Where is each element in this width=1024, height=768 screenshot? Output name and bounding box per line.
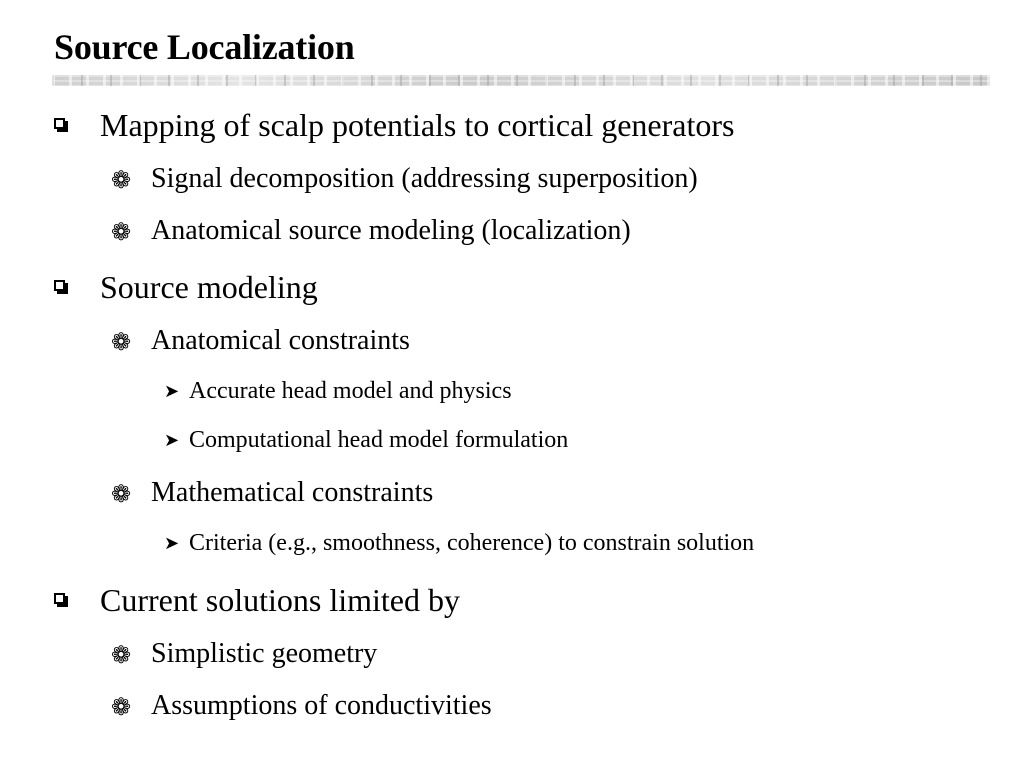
bullet-text: Simplistic geometry xyxy=(151,638,378,669)
bullet-text: Mathematical constraints xyxy=(151,477,434,508)
bullet-item xyxy=(111,163,698,195)
hollow-square-bullet-icon xyxy=(54,280,65,291)
hollow-circle-bullet-icon: ❁ xyxy=(111,643,132,669)
bullet-item xyxy=(164,427,569,454)
bullet-item xyxy=(100,269,318,306)
hollow-circle-bullet-icon: ❁ xyxy=(111,168,132,194)
hollow-circle-bullet-icon: ❁ xyxy=(111,482,132,508)
bullet-item xyxy=(164,530,755,557)
slide-title: Source Localization xyxy=(54,27,355,67)
bullet-text: Accurate head model and physics xyxy=(189,378,512,404)
bullet-text: Signal decomposition (addressing superposition) xyxy=(151,163,698,194)
hollow-square-bullet-icon xyxy=(54,593,65,604)
hollow-circle-bullet-icon: ❁ xyxy=(111,695,132,721)
bullet-item xyxy=(111,325,410,357)
bullet-text: Anatomical constraints xyxy=(151,325,410,356)
bullet-text: Mapping of scalp potentials to cortical generators xyxy=(100,107,735,143)
bullet-text: Assumptions of conductivities xyxy=(151,690,492,721)
hollow-circle-bullet-icon: ❁ xyxy=(111,330,132,356)
bullet-item xyxy=(111,477,434,509)
arrowhead-bullet-icon: ➤ xyxy=(164,430,180,450)
hollow-square-bullet-icon xyxy=(54,118,65,129)
hollow-circle-bullet-icon: ❁ xyxy=(111,220,132,246)
bullet-text: Criteria (e.g., smoothness, coherence) to constrain solution xyxy=(189,530,755,556)
arrowhead-bullet-icon: ➤ xyxy=(164,533,180,553)
bullet-item xyxy=(111,215,631,247)
bullet-text: Anatomical source modeling (localization) xyxy=(151,215,631,246)
bullet-item xyxy=(111,690,492,722)
bullet-item xyxy=(111,638,378,670)
bullet-text: Current solutions limited by xyxy=(100,582,460,618)
bullet-text: Computational head model formulation xyxy=(189,427,569,453)
bullet-item xyxy=(100,582,460,619)
bullet-text: Source modeling xyxy=(100,269,318,305)
bullet-item xyxy=(100,107,734,144)
arrowhead-bullet-icon: ➤ xyxy=(164,381,180,401)
bullet-item xyxy=(164,378,512,405)
